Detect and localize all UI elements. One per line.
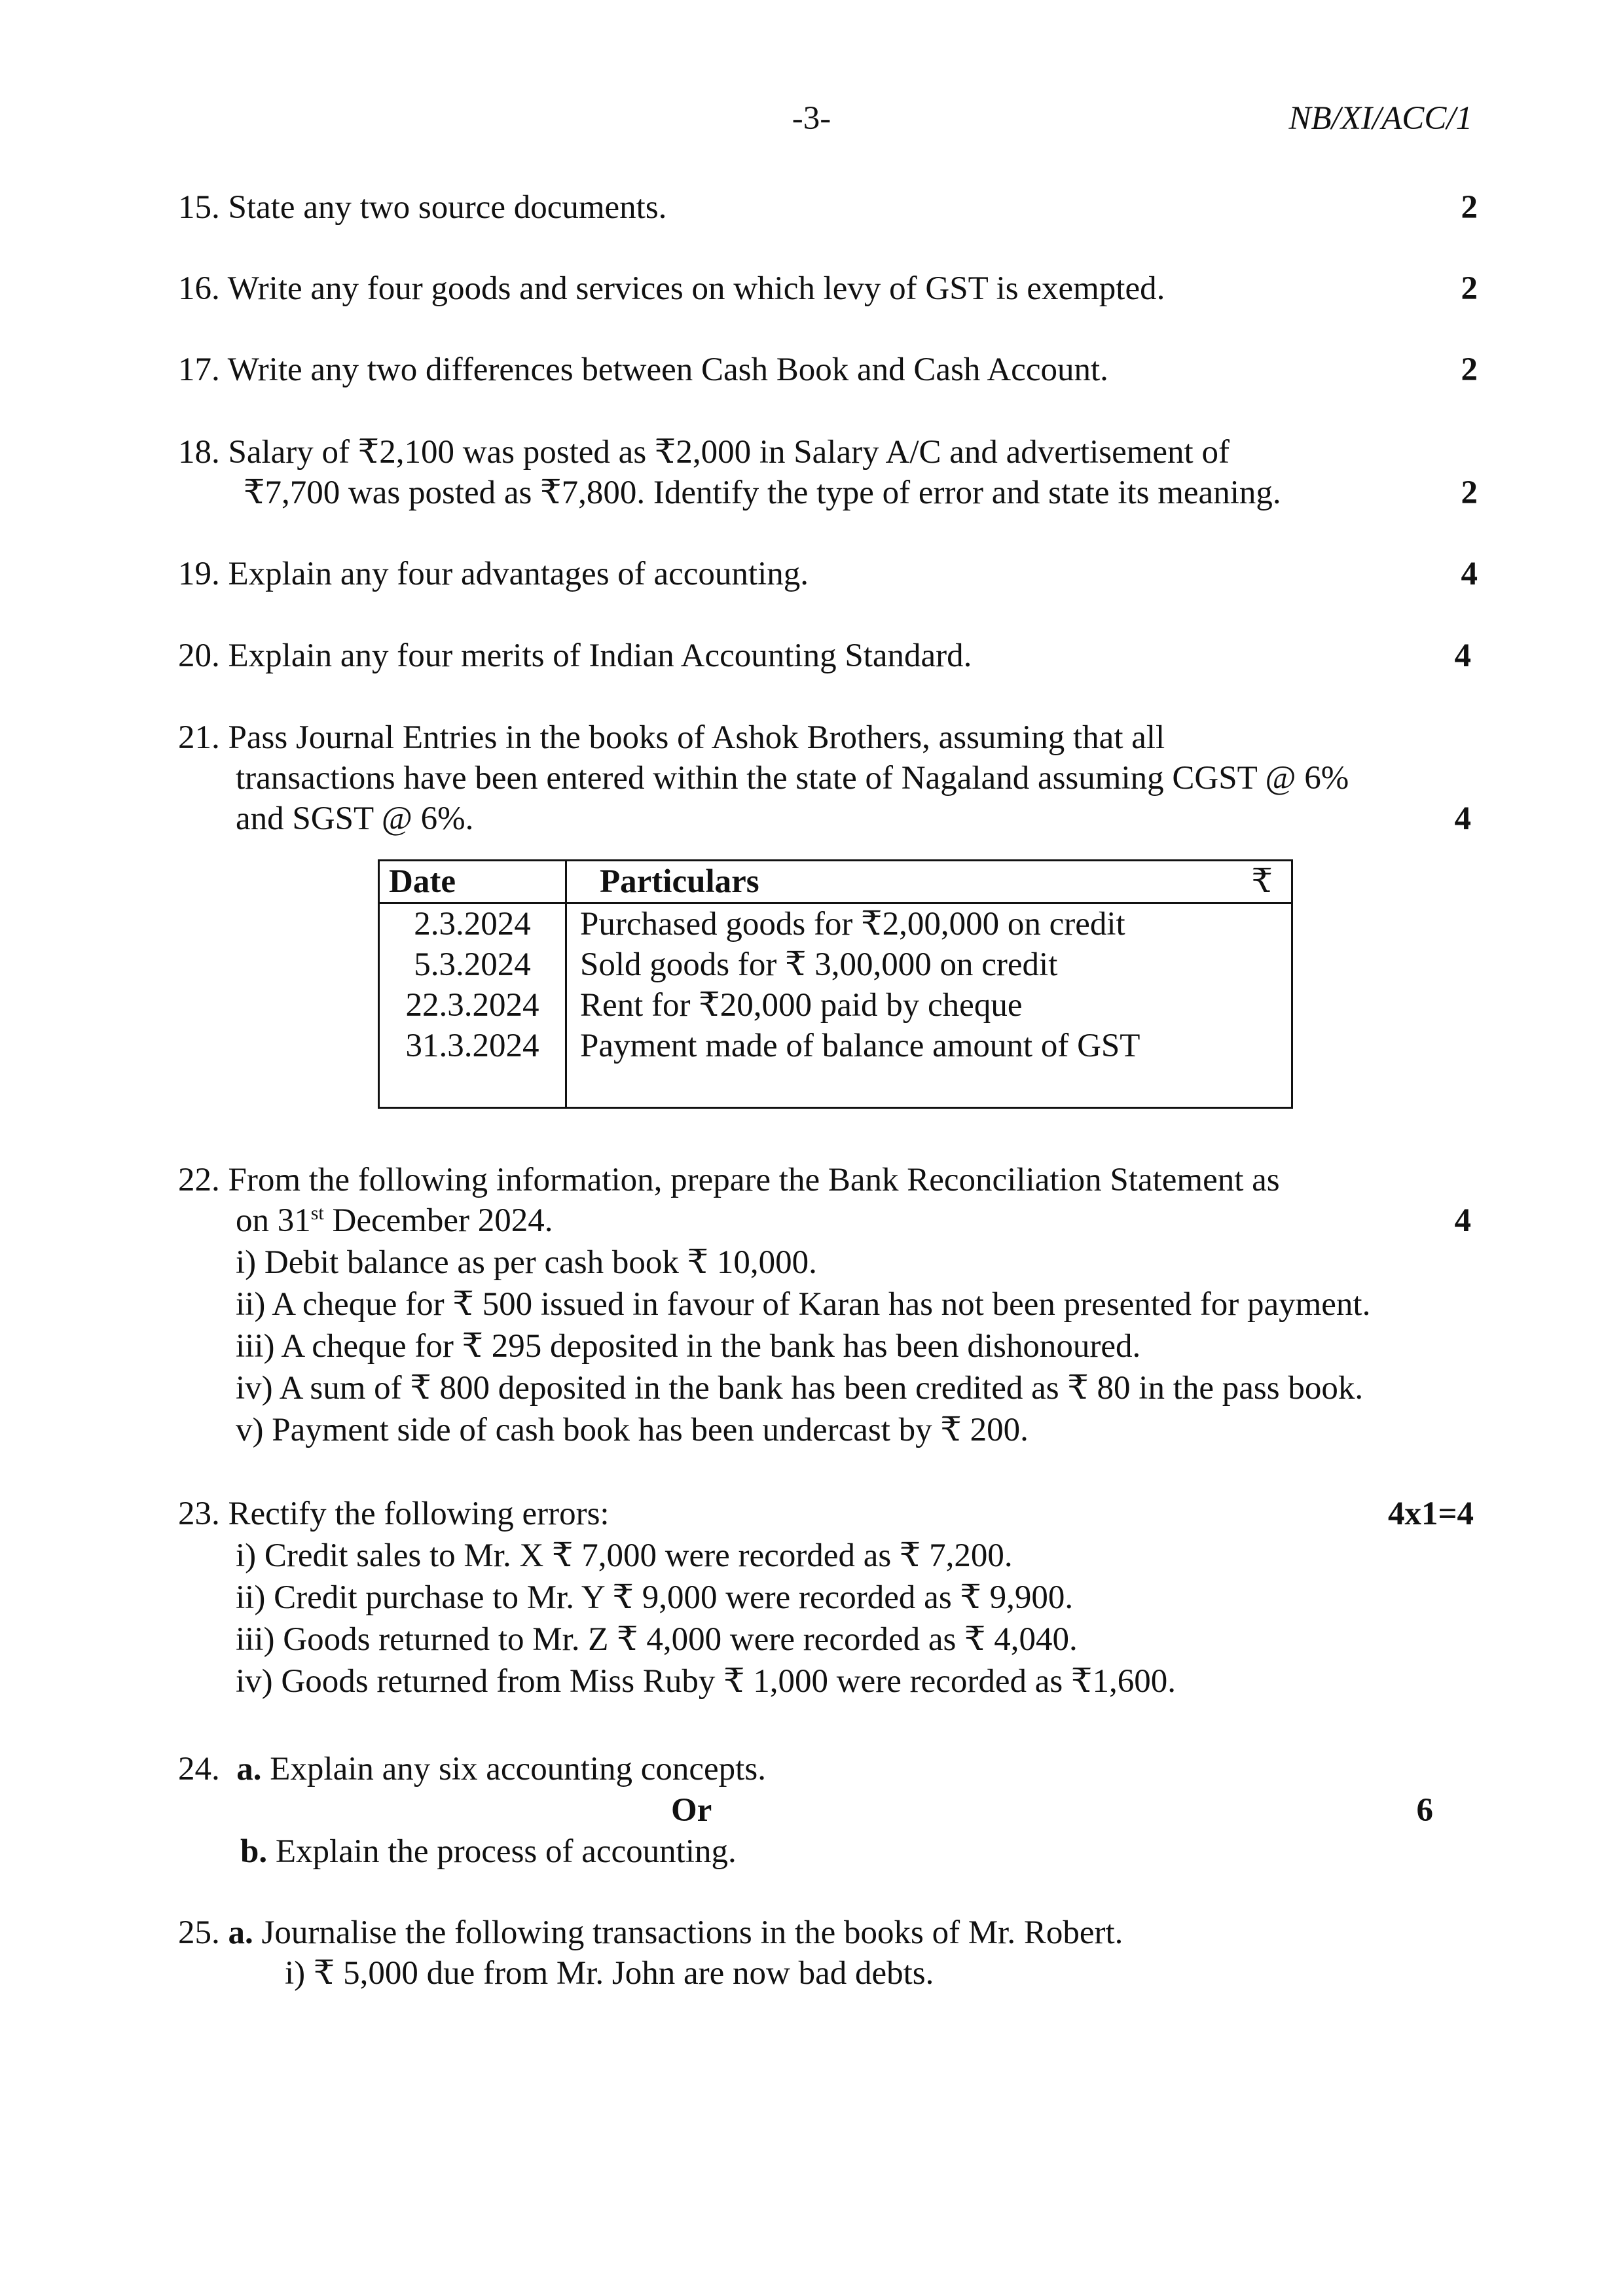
question-25-part-a: 25. a. Journalise the following transactions in the books of Mr. Robert. xyxy=(178,1914,1123,1951)
question-24-marks: 6 xyxy=(1416,1792,1433,1829)
row-particulars: Payment made of balance amount of GST xyxy=(566,1026,1292,1066)
question-19: 19. Explain any four advantages of accounting. xyxy=(178,556,809,592)
question-21-line-3: and SGST @ 6%. xyxy=(236,800,474,837)
question-21-marks: 4 xyxy=(1454,800,1471,837)
particulars-column-header xyxy=(566,861,1292,903)
table-row xyxy=(379,903,1292,945)
table-empty-row xyxy=(379,1066,1292,1108)
question-22-marks: 4 xyxy=(1454,1202,1471,1239)
question-25-item-1: i) ₹ 5,000 due from Mr. John are now bad debts. xyxy=(285,1955,934,1992)
row-date: 2.3.2024 xyxy=(379,903,566,945)
table-row xyxy=(379,1026,1292,1066)
row-date: 22.3.2024 xyxy=(379,985,566,1026)
question-23-item-1: i) Credit sales to Mr. X ₹ 7,000 were recorded as ₹ 7,200. xyxy=(236,1537,1013,1574)
date-column-header: Date xyxy=(379,861,566,903)
question-22-line-2: on 31st December 2024. xyxy=(236,1202,553,1239)
question-22-item-5: v) Payment side of cash book has been undercast by ₹ 200. xyxy=(236,1412,1029,1448)
row-date: 5.3.2024 xyxy=(379,944,566,985)
question-15-marks: 2 xyxy=(1461,189,1478,226)
rupee-header-label: ₹ xyxy=(1251,863,1273,900)
table-row xyxy=(379,944,1292,985)
question-17-marks: 2 xyxy=(1461,351,1478,388)
question-18-line-2: ₹7,700 was posted as ₹7,800. Identify the type of error and state its meaning. xyxy=(244,475,1281,511)
question-23-item-2: ii) Credit purchase to Mr. Y ₹ 9,000 were recorded as ₹ 9,900. xyxy=(236,1579,1074,1616)
question-19-marks: 4 xyxy=(1461,556,1478,592)
question-22-line-1: 22. From the following information, prepare the Bank Reconciliation Statement as xyxy=(178,1162,1280,1198)
page-number: -3- xyxy=(792,100,831,137)
question-20: 20. Explain any four merits of Indian Accounting Standard. xyxy=(178,637,972,674)
question-16-marks: 2 xyxy=(1461,270,1478,307)
question-23: 23. Rectify the following errors: xyxy=(178,1496,610,1532)
row-particulars: Purchased goods for ₹2,00,000 on credit xyxy=(566,903,1292,945)
question-15: 15. State any two source documents. xyxy=(178,189,667,226)
question-21-line-1: 21. Pass Journal Entries in the books of Ashok Brothers, assuming that all xyxy=(178,719,1165,756)
gst-transactions-table xyxy=(378,859,1293,1109)
particulars-header-label: Particulars xyxy=(600,863,759,900)
question-24-part-b: b. Explain the process of accounting. xyxy=(240,1833,737,1870)
table-header-row xyxy=(379,861,1292,903)
table-row xyxy=(379,985,1292,1026)
question-17: 17. Write any two differences between Cash Book and Cash Account. xyxy=(178,351,1108,388)
question-22-item-1: i) Debit balance as per cash book ₹ 10,000. xyxy=(236,1244,817,1281)
question-23-marks: 4x1=4 xyxy=(1387,1496,1474,1532)
question-22-item-4: iv) A sum of ₹ 800 deposited in the bank has been credited as ₹ 80 in the pass book. xyxy=(236,1370,1364,1407)
question-23-item-3: iii) Goods returned to Mr. Z ₹ 4,000 were recorded as ₹ 4,040. xyxy=(236,1621,1078,1658)
question-24-part-a: 24. a. Explain any six accounting concepts. xyxy=(178,1751,766,1787)
paper-code: NB/XI/ACC/1 xyxy=(1288,100,1472,137)
question-21-line-2: transactions have been entered within the state of Nagaland assuming CGST @ 6% xyxy=(236,760,1349,797)
question-22-item-3: iii) A cheque for ₹ 295 deposited in the bank has been dishonoured. xyxy=(236,1328,1141,1365)
row-particulars: Rent for ₹20,000 paid by cheque xyxy=(566,985,1292,1026)
question-16: 16. Write any four goods and services on which levy of GST is exempted. xyxy=(178,270,1165,307)
question-18-line-1: 18. Salary of ₹2,100 was posted as ₹2,000 in Salary A/C and advertisement of xyxy=(178,434,1230,471)
row-particulars: Sold goods for ₹ 3,00,000 on credit xyxy=(566,944,1292,985)
question-20-marks: 4 xyxy=(1454,637,1471,674)
row-date: 31.3.2024 xyxy=(379,1026,566,1066)
question-18-marks: 2 xyxy=(1461,475,1478,511)
question-23-item-4: iv) Goods returned from Miss Ruby ₹ 1,000 were recorded as ₹1,600. xyxy=(236,1663,1176,1700)
question-22-item-2: ii) A cheque for ₹ 500 issued in favour of Karan has not been presented for payment. xyxy=(236,1286,1371,1323)
question-24-or: Or xyxy=(671,1792,712,1829)
